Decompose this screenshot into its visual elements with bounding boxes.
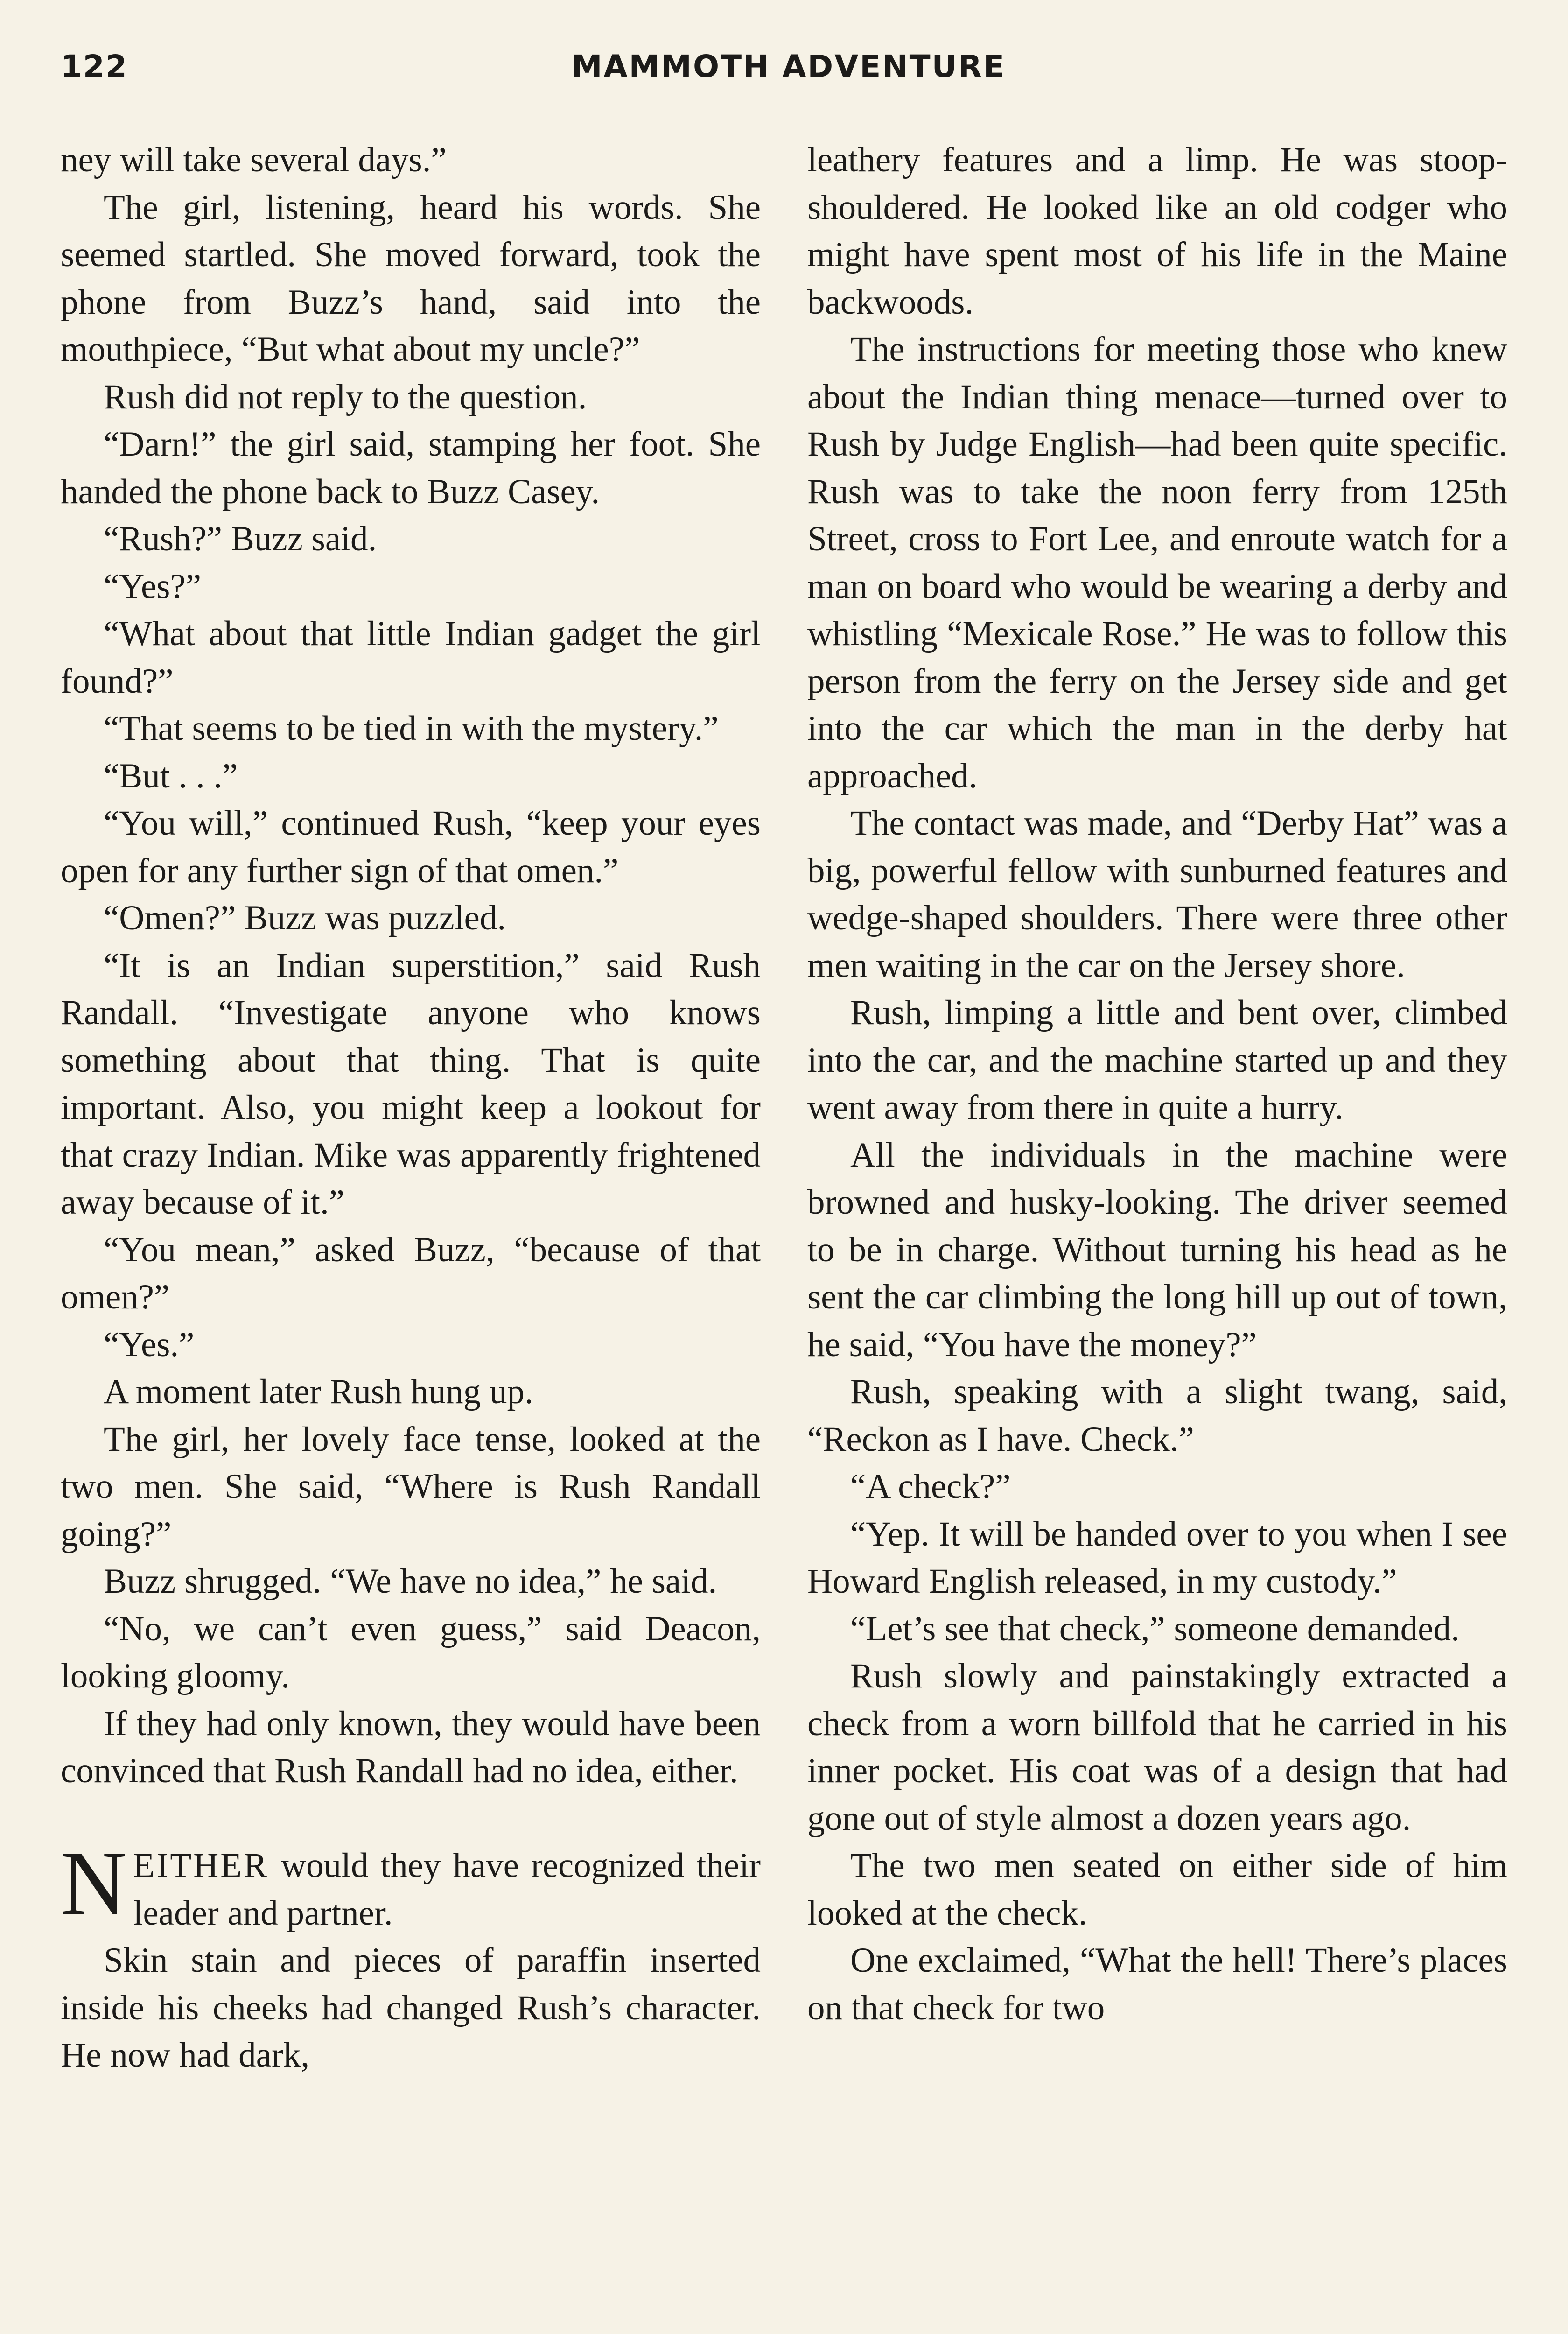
drop-cap-paragraph xyxy=(61,1833,761,1937)
left-column xyxy=(61,136,761,2079)
paragraph: If they had only known, they would have been convinced that Rush Randall had no idea, either. xyxy=(61,1704,761,1790)
paragraph: The contact was made, and “Derby Hat” was a big, powerful fellow with sunburned features and wedge-shaped shoulders. There were three other men waiting in the car on the Jersey shore. xyxy=(807,804,1507,985)
drop-cap-text: would they have recognized their leader and partner. xyxy=(133,1846,761,1933)
paragraph: The girl, her lovely face tense, looked at the two men. She said, “Where is Rush Randall going?” xyxy=(61,1420,761,1554)
right-column xyxy=(807,136,1507,2032)
paragraph: A moment later Rush hung up. xyxy=(104,1372,533,1411)
paragraph: “But . . .” xyxy=(104,756,238,795)
paragraph: “What about that little Indian gadget the girl found?” xyxy=(61,614,761,701)
paragraph: Rush slowly and painstakingly extracted a check from a worn billfold that he carried in his inner pocket. His coat was of a design that had gone out of style almost a dozen years ago. xyxy=(807,1657,1507,1838)
paragraph: The instructions for meeting those who knew about the Indian thing menace—turned over to Rush by Judge English—had been quite specific. Rush was to take the noon ferry from 125th Street, cross to Fort Lee, and enroute watch for a man on board who would be wearing a derby and whistling “Mexicale Rose.” He was to follow this person from the ferry on the Jersey side and get into the car which the man in the derby hat approached. xyxy=(807,330,1507,795)
paragraph: One exclaimed, “What the hell! There’s places on that check for two xyxy=(807,1941,1507,2027)
drop-cap-word: EITHER xyxy=(133,1846,269,1885)
paragraph: “Rush?” Buzz said. xyxy=(104,520,377,558)
running-head: MAMMOTH ADVENTURE xyxy=(571,49,1006,84)
paragraph: “Yes?” xyxy=(104,567,201,606)
paragraph: “Let’s see that check,” someone demanded. xyxy=(850,1609,1460,1648)
paragraph: Buzz shrugged. “We have no idea,” he said. xyxy=(104,1562,717,1601)
drop-cap: N xyxy=(61,1833,127,1934)
paragraph: leathery features and a limp. He was stoop-shouldered. He looked like an old codger who might have spent most of his life in the Maine backwoods. xyxy=(807,141,1507,322)
paragraph: “No, we can’t even guess,” said Deacon, looking gloomy. xyxy=(61,1609,761,1695)
paragraph: ney will take several days.” xyxy=(61,141,447,179)
paragraph: Rush did not reply to the question. xyxy=(104,377,587,416)
page-header xyxy=(61,41,1517,92)
paragraph: Skin stain and pieces of paraffin inserted inside his cheeks had changed Rush’s character. He now had dark, xyxy=(61,1941,761,2074)
paragraph: “Darn!” the girl said, stamping her foot. She handed the phone back to Buzz Casey. xyxy=(61,425,761,511)
paragraph: “Yep. It will be handed over to you when I see Howard English released, in my custody.” xyxy=(807,1514,1507,1601)
paragraph: “Omen?” Buzz was puzzled. xyxy=(104,899,506,937)
paragraph: “A check?” xyxy=(850,1467,1011,1506)
paragraph: The two men seated on either side of him looked at the check. xyxy=(807,1846,1507,1933)
paragraph: “You mean,” asked Buzz, “because of that omen?” xyxy=(61,1230,761,1316)
paragraph: Rush, limping a little and bent over, climbed into the car, and the machine started up and they went away from there in quite a hurry. xyxy=(807,993,1507,1127)
paragraph: Rush, speaking with a slight twang, said, “Reckon as I have. Check.” xyxy=(807,1372,1507,1459)
paragraph: “You will,” continued Rush, “keep your eyes open for any further sign of that omen.” xyxy=(61,804,761,890)
paragraph: “It is an Indian superstition,” said Rush Randall. “Investigate anyone who knows something about that thing. That is quite important. Also, you might keep a lookout for that crazy Indian. Mike was apparently frightened away because of it.” xyxy=(61,946,761,1222)
paragraph: “Yes.” xyxy=(104,1325,195,1364)
page-number: 122 xyxy=(61,49,128,84)
paragraph: “That seems to be tied in with the mystery.” xyxy=(104,709,719,748)
paragraph: All the individuals in the machine were browned and husky-looking. The driver seemed to be in charge. Without turning his head as he sent the car climbing the long hill up out of town, he said, “You have the money?” xyxy=(807,1135,1507,1364)
paragraph: The girl, listening, heard his words. She seemed startled. She moved forward, took the phone from Buzz’s hand, said into the mouthpiece, “But what about my uncle?” xyxy=(61,188,761,369)
